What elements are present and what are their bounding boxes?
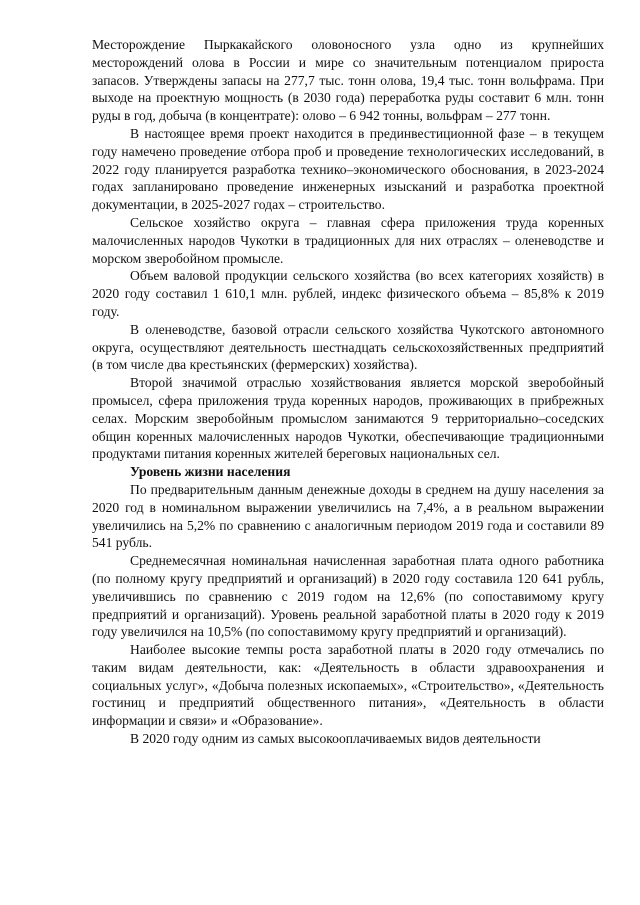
- document-page: [92, 36, 604, 748]
- paragraph-pyrkakai-deposit: Месторождение Пыркакайского оловоносного узла одно из крупнейших месторождений олова в России и мире со значительным потенциалом прироста запасов. Утверждены запасы на 277,7 тыс. тонн олова, 19,4 тыс. тонн вольфрама. При выходе на проектную мощность (в 2030 года) переработка руды составит 6 млн. тонн руды в год, добыча (в концентрате): олово – 6 942 тонны, вольфрам – 277 тонн.: [92, 37, 604, 124]
- paragraph-wage-growth: Наиболее высокие темпы роста заработной платы в 2020 году отмечались по таким видам деятельности, как: «Деятельность в области здравоохранения и социальных услуг», «Добыча полезных ископаемых», «Строительство», «Деятельность гостиниц и предприятий общественного питания», «Деятельность в области информации и связи» и «Образование».: [92, 642, 604, 729]
- paragraph-wages: Среднемесячная номинальная начисленная заработная плата одного работника (по полному кругу предприятий и организаций) в 2020 году составила 120 641 рубль, увеличившись по сравнению с 2019 годом на 12,6% (по сопоставимому кругу предприятий и организаций). Уровень реальной заработной платы в 2020 году к 2019 году увеличился на 10,5% (по сопоставимому кругу предприятий и организаций).: [92, 553, 604, 640]
- paragraph-highest-paid: В 2020 году одним из самых высокооплачиваемых видов деятельности: [130, 731, 541, 747]
- paragraph-income: По предварительным данным денежные доходы в среднем на душу населения за 2020 год в номинальном выражении увеличились на 7,4%, а в реальном выражении увеличились на 5,2% по сравнению с аналогичным периодом 2019 года и составили 89 541 рубль.: [92, 481, 604, 551]
- section-heading: Уровень жизни населения: [130, 464, 291, 480]
- paragraph-agriculture: Сельское хозяйство округа – главная сфера приложения труда коренных малочисленных народов Чукотки в традиционных для них отраслях – оленеводстве и морском зверобойном промысле.: [92, 214, 604, 266]
- paragraph-sea-hunting: Второй значимой отраслью хозяйствования является морской зверобойный промысел, сфера приложения труда коренных народов, проживающих в прибрежных селах. Морским зверобойным промыслом занимаются 9 территориально–соседских общин коренных малочисленных народов Чукотки, обеспечивающие традиционными продуктами питания коренных жителей береговых национальных сел.: [92, 375, 604, 462]
- paragraph-reindeer-herding: В оленеводстве, базовой отрасли сельского хозяйства Чукотского автономного округа, осуществляют деятельность шестнадцать сельскохозяйственных предприятий (в том числе два крестьянских (фермерских) хозяйства).: [92, 321, 604, 373]
- paragraph-project-phase: В настоящее время проект находится в прединвестиционной фазе – в текущем году намечено проведение отбора проб и проведение технологических исследований, в 2022 году планируется разработка технико–экономического обоснования, в 2023-2024 годах запланировано проведение инженерных изысканий и разработка проектной документации, в 2025-2027 годах – строительство.: [92, 125, 604, 213]
- paragraph-agri-output: Объем валовой продукции сельского хозяйства (во всех категориях хозяйств) в 2020 году составил 1 610,1 млн. рублей, индекс физического объема – 85,8% к 2019 году.: [92, 268, 604, 319]
